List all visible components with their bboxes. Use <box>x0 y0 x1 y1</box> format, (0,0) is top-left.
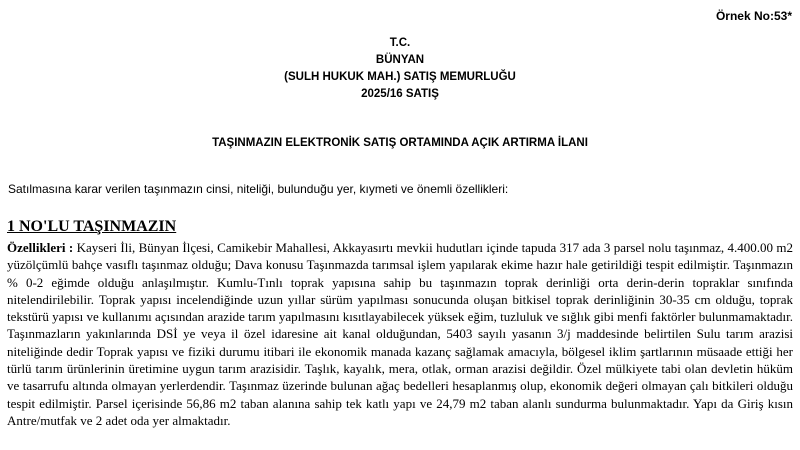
header-district: BÜNYAN <box>375 54 425 66</box>
header-office: (SULH HUKUK MAH.) SATIŞ MEMURLUĞU <box>284 71 516 83</box>
intro-text: Satılmasına karar verilen taşınmazın cinsi, niteliği, bulunduğu yer, kıymeti ve önemli özellikleri: <box>8 182 509 196</box>
property-title: 1 NO'LU TAŞINMAZIN <box>7 218 177 235</box>
property-description <box>7 239 793 429</box>
sample-number: Örnek No:53* <box>715 9 792 23</box>
document-header <box>0 35 800 103</box>
announcement-title: TAŞINMAZIN ELEKTRONİK SATIŞ ORTAMINDA AÇIK ARTIRMA İLANI <box>212 137 588 149</box>
features-text: Kayseri İli, Bünyan İlçesi, Camikebir Mahallesi, Akkayasırtı mevkii hudutları içinde tapuda 317 ada 3 parsel nolu taşınmaz, 4.400.00 m2 yüzölçümlü bahçe vasıflı taşınmaz olduğu; Dava konusu Taşınmazda tarımsal işlem yapılarak ekime hazır hale getirildiği tespit edilmiştir. Taşınmazın % 0-2 eğimde olduğu anlaşılmıştır. Kumlu-Tınlı toprak yapısına sahip bu taşınmazın toprak derinliği orta derin-derin topraklar sınıfında nitelendirilebilir. Toprak yapısı incelendiğinde uzun yıllar sürüm yapılması sonucunda oluşan bitkisel toprak derinliğinin 30-35 cm olduğu, toprak tekstürü yapısı ve kullanımı açısından arazide tarım yapılmasını kısıtlayabilecek yüksek eğim, tuzluluk ve sığlık gibi menfi faktörler bulunmamaktadır. Taşınmazların yakınlarında DSİ ye veya il özel idaresine ait kanal olduğundan, 5403 sayılı yasanın 3/j maddesinde belirtilen Sulu tarım arazisi niteliğinde dedir Toprak yapısı ve fiziki durumu itibari ile ekonomik manada kazanç sağlamak amacıyla, bölgesel iklim şartlarının müsaade ettiği her türlü tarım ürünlerinin üretimine uygun tarım arazisidir. Taşlık, kayalık, mera, otlak, orman arazisi değildir. Özel mülkiyete tabi olan devletin hüküm ve tasarrufu altında olmayan yerlerdendir. Taşınmaz üzerinde bulunan ağaç bedelleri hesaplanmış olup, ekonomik değeri olmayan çalı bitkileri olduğu tespit edilmiştir. Parsel içerisinde 56,86 m2 taban alanına sahip tek katlı yapı ve 24,79 m2 taban alanlı sundurma bulunmaktadır. Yapı da Giriş kısın Antre/mutfak ve 2 adet oda yer almaktadır. <box>7 240 793 428</box>
features-label: Özellikleri : <box>7 240 74 255</box>
header-file-number: 2025/16 SATIŞ <box>361 88 439 100</box>
header-republic: T.C. <box>389 37 411 49</box>
